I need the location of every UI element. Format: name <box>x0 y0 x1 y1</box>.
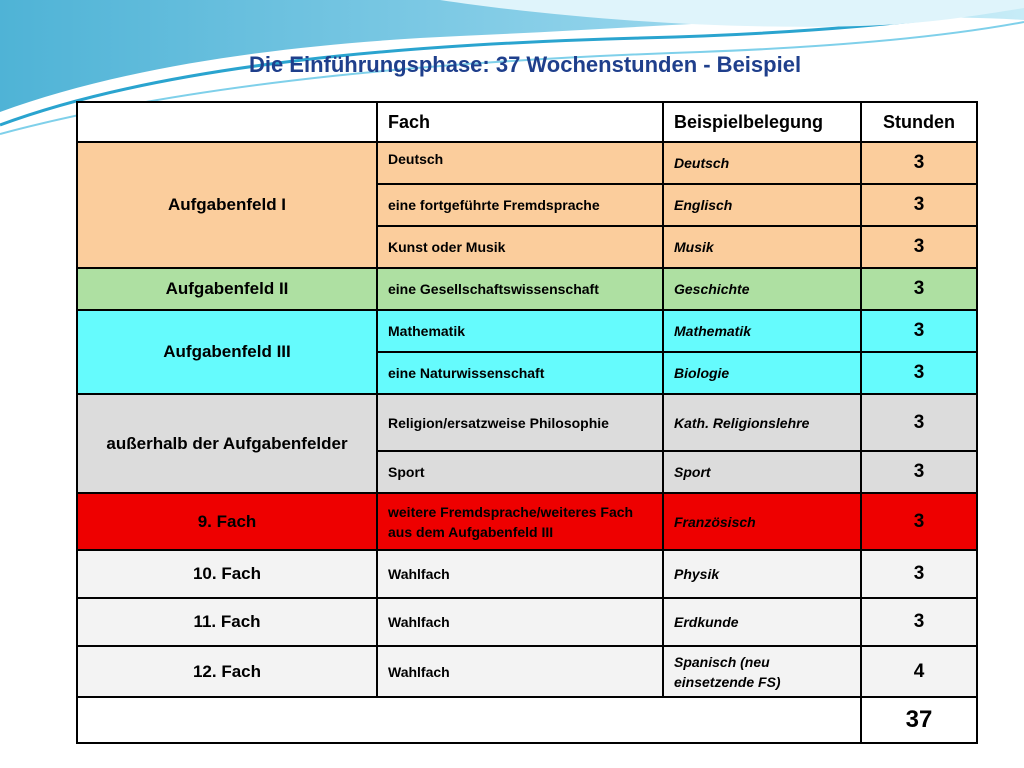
group-ausserhalb: außerhalb der Aufgabenfelder <box>77 394 377 493</box>
group-aufgabenfeld-3: Aufgabenfeld III <box>77 310 377 394</box>
stunden-cell: 3 <box>861 493 977 550</box>
fach-cell: Kunst oder Musik <box>377 226 663 268</box>
fach-cell: weitere Fremdsprache/weiteres Fach aus dem Aufgabenfeld III <box>377 493 663 550</box>
fach-cell: Religion/ersatzweise Philosophie <box>377 394 663 451</box>
beispiel-cell: Biologie <box>663 352 861 394</box>
beispiel-cell: Spanisch (neu einsetzende FS) <box>663 646 861 697</box>
fach-cell: Sport <box>377 451 663 493</box>
beispiel-cell: Erdkunde <box>663 598 861 646</box>
fach-cell: eine fortgeführte Fremdsprache <box>377 184 663 226</box>
stunden-cell: 3 <box>861 142 977 184</box>
table-row <box>77 598 977 646</box>
group-aufgabenfeld-1: Aufgabenfeld I <box>77 142 377 268</box>
stunden-cell: 3 <box>861 268 977 310</box>
beispiel-cell: Musik <box>663 226 861 268</box>
stunden-cell: 3 <box>861 184 977 226</box>
header-beispielbelegung: Beispielbelegung <box>663 102 861 142</box>
table-row <box>77 550 977 598</box>
fach-cell: Deutsch <box>377 142 663 184</box>
beispiel-cell: Geschichte <box>663 268 861 310</box>
fach-cell: Mathematik <box>377 310 663 352</box>
stunden-cell: 3 <box>861 352 977 394</box>
table-row <box>77 394 977 451</box>
stunden-cell: 4 <box>861 646 977 697</box>
total-spacer <box>77 697 861 743</box>
group-fach-11: 11. Fach <box>77 598 377 646</box>
stunden-cell: 3 <box>861 226 977 268</box>
slide-title: Die Einführungsphase: 37 Wochenstunden - Beispiel <box>248 52 802 77</box>
total-row <box>77 697 977 743</box>
total-hours: 37 <box>861 697 977 743</box>
beispiel-cell: Französisch <box>663 493 861 550</box>
table-row <box>77 493 977 550</box>
beispiel-cell: Mathematik <box>663 310 861 352</box>
fach-cell: Wahlfach <box>377 550 663 598</box>
stunden-cell: 3 <box>861 310 977 352</box>
beispiel-cell: Sport <box>663 451 861 493</box>
fach-cell: eine Gesellschaftswissenschaft <box>377 268 663 310</box>
group-aufgabenfeld-2: Aufgabenfeld II <box>77 268 377 310</box>
fach-cell: eine Naturwissenschaft <box>377 352 663 394</box>
table-row <box>77 268 977 310</box>
stunden-cell: 3 <box>861 394 977 451</box>
table-row <box>77 142 977 184</box>
header-empty <box>77 102 377 142</box>
beispiel-cell: Deutsch <box>663 142 861 184</box>
table-header-row <box>77 102 977 142</box>
beispiel-cell: Englisch <box>663 184 861 226</box>
stunden-cell: 3 <box>861 598 977 646</box>
group-fach-12: 12. Fach <box>77 646 377 697</box>
group-fach-10: 10. Fach <box>77 550 377 598</box>
fach-cell: Wahlfach <box>377 646 663 697</box>
fach-cell: Wahlfach <box>377 598 663 646</box>
header-fach: Fach <box>377 102 663 142</box>
stunden-cell: 3 <box>861 451 977 493</box>
header-stunden: Stunden <box>861 102 977 142</box>
group-fach-9: 9. Fach <box>77 493 377 550</box>
beispiel-cell: Kath. Religionslehre <box>663 394 861 451</box>
stunden-cell: 3 <box>861 550 977 598</box>
beispiel-cell: Physik <box>663 550 861 598</box>
subject-table <box>76 101 978 744</box>
table-row <box>77 646 977 697</box>
table-row <box>77 310 977 352</box>
